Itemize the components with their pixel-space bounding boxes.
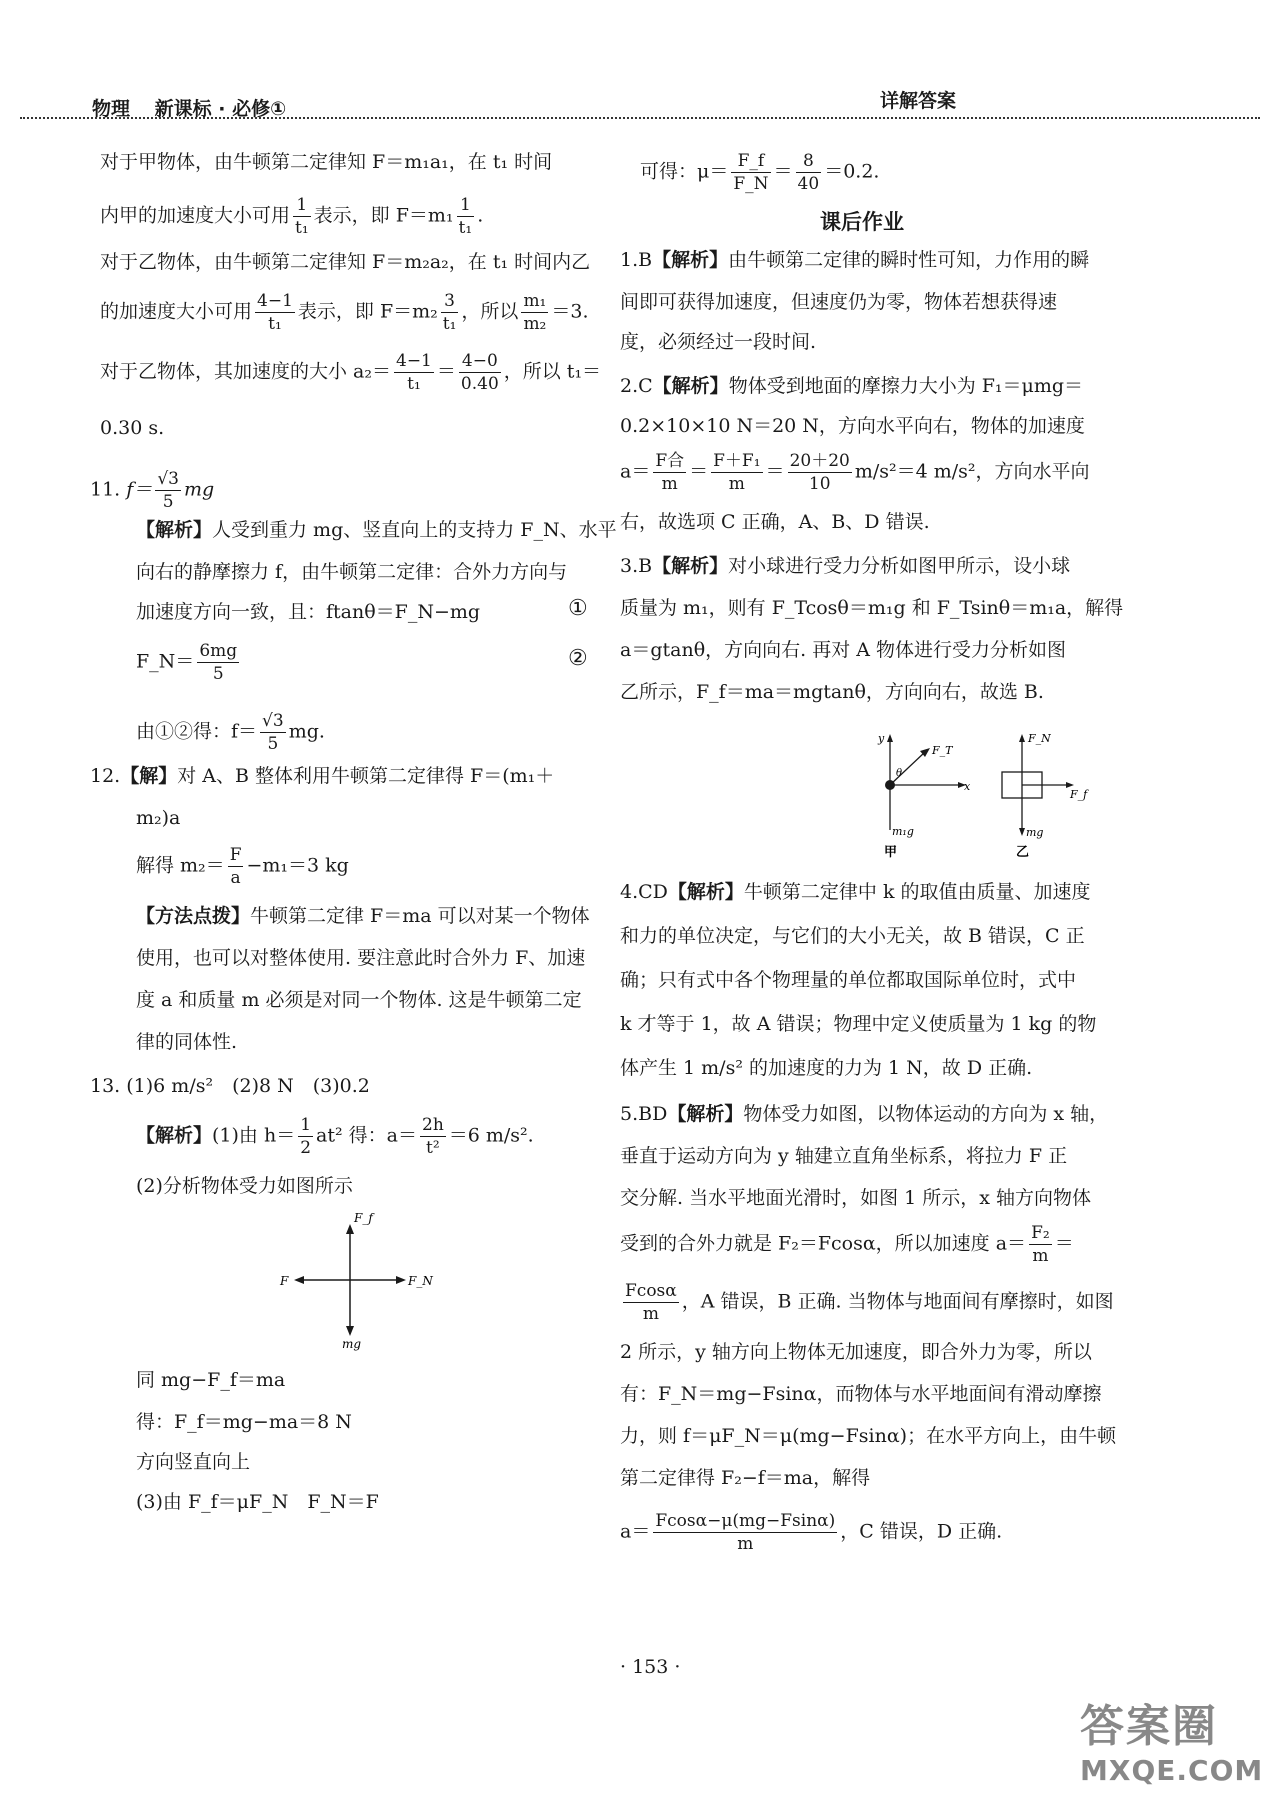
text-line: 右，故选项 C 正确，A、B、D 错误. [620, 511, 930, 533]
force-diagram-q13 [270, 1210, 433, 1351]
page-number: · 153 · [620, 1656, 681, 1678]
text-line: m₂)a [136, 807, 181, 829]
text-line: 律的同体性. [136, 1031, 238, 1053]
text-line: 乙所示，F_f＝ma＝mgtanθ，方向向右，故选 B. [620, 681, 1044, 703]
label-theta: θ [896, 768, 903, 779]
fraction: $\frac{\text{F合}}{m}$ [655, 451, 685, 495]
label-f: F [280, 1274, 289, 1288]
header-series: 新课标 · 必修① [154, 98, 287, 120]
label-ft: F_T [932, 744, 953, 757]
fraction: $\frac{\text{m₁}}{\text{m₂}}$ [523, 291, 547, 335]
answer-4: 4.CD【解析】牛顿第二定律中 k 的取值由质量、加速度 [620, 881, 1091, 903]
text-line: 使用，也可以对整体使用. 要注意此时合外力 F、加速 [136, 947, 586, 969]
question-13-answer: 13. (1)6 m/s² (2)8 N (3)0.2 [90, 1075, 370, 1097]
answer-5: 5.BD【解析】物体受力如图，以物体运动的方向为 x 轴， [620, 1103, 1109, 1125]
label-fn: F_N [1028, 732, 1051, 745]
label-m1g: m₁g [892, 825, 914, 838]
text-line: 质量为 m₁，则有 F_Tcosθ＝m₁g 和 F_Tsinθ＝m₁a，解得 [620, 597, 1124, 619]
fraction: $\frac{3}{\text{t₁}}$ [442, 291, 457, 335]
caption-jia: 甲 [884, 845, 898, 860]
label-x: x [964, 780, 971, 793]
text-line: 间即可获得加速度，但速度仍为零，物体若想获得速 [620, 291, 1058, 313]
fraction: $\frac{2h}{\text{t²}}$ [422, 1115, 444, 1159]
equation-marker-1: ① [568, 596, 588, 621]
fraction: $\frac{1}{\text{t₁}}$ [458, 195, 473, 239]
text-line: 同 mg−F_f＝ma [136, 1369, 286, 1391]
text-line: a＝ $\frac{\text{F合}}{m}$ ＝ $\frac{\text{F＋F₁}}{m}$ ＝ $\frac{20+20}{10}$ m/s²＝4 m/s²，方向水平向 [620, 451, 1090, 495]
answer-3: 3.B【解析】对小球进行受力分析如图甲所示，设小球 [620, 555, 1071, 577]
text-line: 的加速度大小可用 $\frac{4-1}{\text{t₁}}$ 表示，即 F＝m₂ $\frac{3}{\text{t₁}}$ ，所以 $\frac{\text{m₁}}{\text{m₂}}$ ＝3. [100, 291, 589, 335]
text-line: (2)分析物体受力如图所示 [136, 1175, 353, 1197]
fraction: $\frac{Fcos\alpha-\mu(mg-Fsin\alpha)}{m}$ [655, 1511, 836, 1555]
watermark-logo: 答案圈 MXQE.COM [1080, 1701, 1264, 1787]
section-title: 课后作业 [820, 210, 904, 234]
text-line: 2 所示，y 轴方向上物体无加速度，即合外力为零，所以 [620, 1341, 1092, 1363]
text-line: 加速度方向一致，且：ftanθ＝F_N−mg [136, 601, 481, 623]
fraction: $\frac{F\_f}{F\_N}$ [733, 151, 769, 195]
text-line: a＝ $\frac{Fcos\alpha-\mu(mg-Fsin\alpha)}{m}$ ，C 错误，D 正确. [620, 1511, 1003, 1555]
text-line: 对于乙物体，由牛顿第二定律知 F＝m₂a₂，在 t₁ 时间内乙 [100, 251, 591, 273]
fraction: $\frac{\text{F₂}}{m}$ [1031, 1223, 1050, 1267]
fraction: $\frac{1}{2}$ [300, 1115, 312, 1159]
fraction: $\frac{20+20}{10}$ [789, 451, 850, 495]
label-mg: mg [1026, 826, 1044, 839]
text-line: 方向竖直向上 [136, 1451, 251, 1473]
text-line: 和力的单位决定，与它们的大小无关，故 B 错误，C 正 [620, 925, 1085, 947]
text-line: 内甲的加速度大小可用 $\frac{1}{\text{t₁}}$ 表示，即 F＝m₁ $\frac{1}{\text{t₁}}$ . [100, 195, 484, 239]
fraction: $\frac{\text{F＋F₁}}{m}$ [713, 451, 761, 495]
label-y: y [878, 732, 885, 745]
label-ff: F_f [1070, 788, 1088, 801]
force-diagram-yi [992, 730, 1112, 860]
text-line: $\frac{Fcos\alpha}{m}$ ，A 错误，B 正确. 当物体与地面间有摩擦时，如图 [625, 1281, 1114, 1325]
fraction: $\frac{4-1}{\text{t₁}}$ [396, 351, 432, 395]
question-11-answer: 11. f＝ $\frac{√3}{5}$ mg [90, 469, 215, 513]
equation-marker-2: ② [568, 646, 588, 671]
text-line: 度 a 和质量 m 必须是对同一个物体. 这是牛顿第二定 [136, 989, 582, 1011]
header-subject: 物理 [92, 98, 131, 120]
header-divider [20, 117, 1260, 119]
fraction: $\frac{1}{\text{t₁}}$ [295, 195, 309, 239]
fraction: $\frac{6mg}{5}$ [199, 641, 238, 685]
text-line: 受到的合外力就是 F₂＝Fcosα，所以加速度 a＝ $\frac{\text{F₂}}{m}$ ＝ [620, 1223, 1074, 1267]
fraction: $\frac{4-1}{\text{t₁}}$ [257, 291, 293, 335]
fraction: $\frac{√3}{5}$ [157, 469, 179, 513]
text-line: 【解析】人受到重力 mg、竖直向上的支持力 F_N、水平 [136, 519, 617, 541]
fraction: $\frac{8}{40}$ [797, 151, 820, 195]
text-line: F_N＝ $\frac{6mg}{5}$ [136, 641, 238, 685]
text-line: 对于乙物体，其加速度的大小 a₂＝ $\frac{4-1}{\text{t₁}}$ ＝ $\frac{4-0}{0.40}$ ，所以 t₁＝ [100, 351, 602, 395]
text-line: 垂直于运动方向为 y 轴建立直角坐标系，将拉力 F 正 [620, 1145, 1068, 1167]
header-right-title: 详解答案 [880, 90, 957, 112]
label-mg: mg [342, 1337, 362, 1351]
text-line: 交分解. 当水平地面光滑时，如图 1 所示，x 轴方向物体 [620, 1187, 1092, 1209]
text-line: k 才等于 1，故 A 错误；物理中定义使质量为 1 kg 的物 [620, 1013, 1097, 1035]
text-line: 第二定律得 F₂−f＝ma，解得 [620, 1467, 871, 1489]
answer-2: 2.C【解析】物体受到地面的摩擦力大小为 F₁＝μmg＝ [620, 375, 1084, 397]
label-fn: F_N [408, 1274, 433, 1288]
text-line: 体产生 1 m/s² 的加速度的力为 1 N，故 D 正确. [620, 1057, 1033, 1079]
text-line: 确；只有式中各个物理量的单位都取国际单位时，式中 [620, 969, 1077, 991]
text-line: 度，必须经过一段时间. [620, 331, 817, 353]
fraction: $\frac{F}{a}$ [229, 845, 242, 889]
question-12: 12.【解】对 A、B 整体利用牛顿第二定律得 F＝(m₁＋ [90, 765, 555, 787]
text-line: 【方法点拨】牛顿第二定律 F＝ma 可以对某一个物体 [136, 905, 590, 927]
text-line: 向右的静摩擦力 f，由牛顿第二定律：合外力方向与 [136, 561, 568, 583]
caption-yi: 乙 [1016, 845, 1030, 860]
text-line: 力，则 f＝μF_N＝μ(mg−Fsinα)；在水平方向上，由牛顿 [620, 1425, 1117, 1447]
text-line: 0.30 s. [100, 417, 165, 439]
fraction: $\frac{4-0}{0.40}$ [460, 351, 499, 395]
text-line: 对于甲物体，由牛顿第二定律知 F＝m₁a₁，在 t₁ 时间 [100, 151, 553, 173]
text-line: 0.2×10×10 N＝20 N，方向水平向右，物体的加速度 [620, 415, 1085, 437]
text-line: 解得 m₂＝ $\frac{F}{a}$ −m₁＝3 kg [136, 845, 349, 889]
text-line: (3)由 F_f＝μF_N F_N＝F [136, 1491, 379, 1513]
page-header [0, 0, 1273, 120]
text-line: 【解析】(1)由 h＝ $\frac{1}{2}$ at² 得：a＝ $\frac{2h}{\text{t²}}$ ＝6 m/s². [136, 1115, 534, 1159]
text-line: 得：F_f＝mg−ma＝8 N [136, 1411, 352, 1433]
text-line: a＝gtanθ，方向向右. 再对 A 物体进行受力分析如图 [620, 639, 1067, 661]
label-ff: F_f [354, 1211, 373, 1225]
text-line: 有：F_N＝mg−Fsinα，而物体与水平地面间有滑动摩擦 [620, 1383, 1102, 1405]
fraction: $\frac{Fcos\alpha}{m}$ [625, 1281, 677, 1325]
text-line: 由①②得：f＝ $\frac{√3}{5}$ mg. [136, 711, 325, 755]
force-diagram-jia [860, 730, 980, 860]
text-line: 可得：μ＝ $\frac{F\_f}{F\_N}$ ＝ $\frac{8}{40}$ ＝0.2. [640, 151, 880, 195]
fraction: $\frac{√3}{5}$ [262, 711, 284, 755]
answer-1: 1.B【解析】由牛顿第二定律的瞬时性可知，力作用的瞬 [620, 249, 1090, 271]
